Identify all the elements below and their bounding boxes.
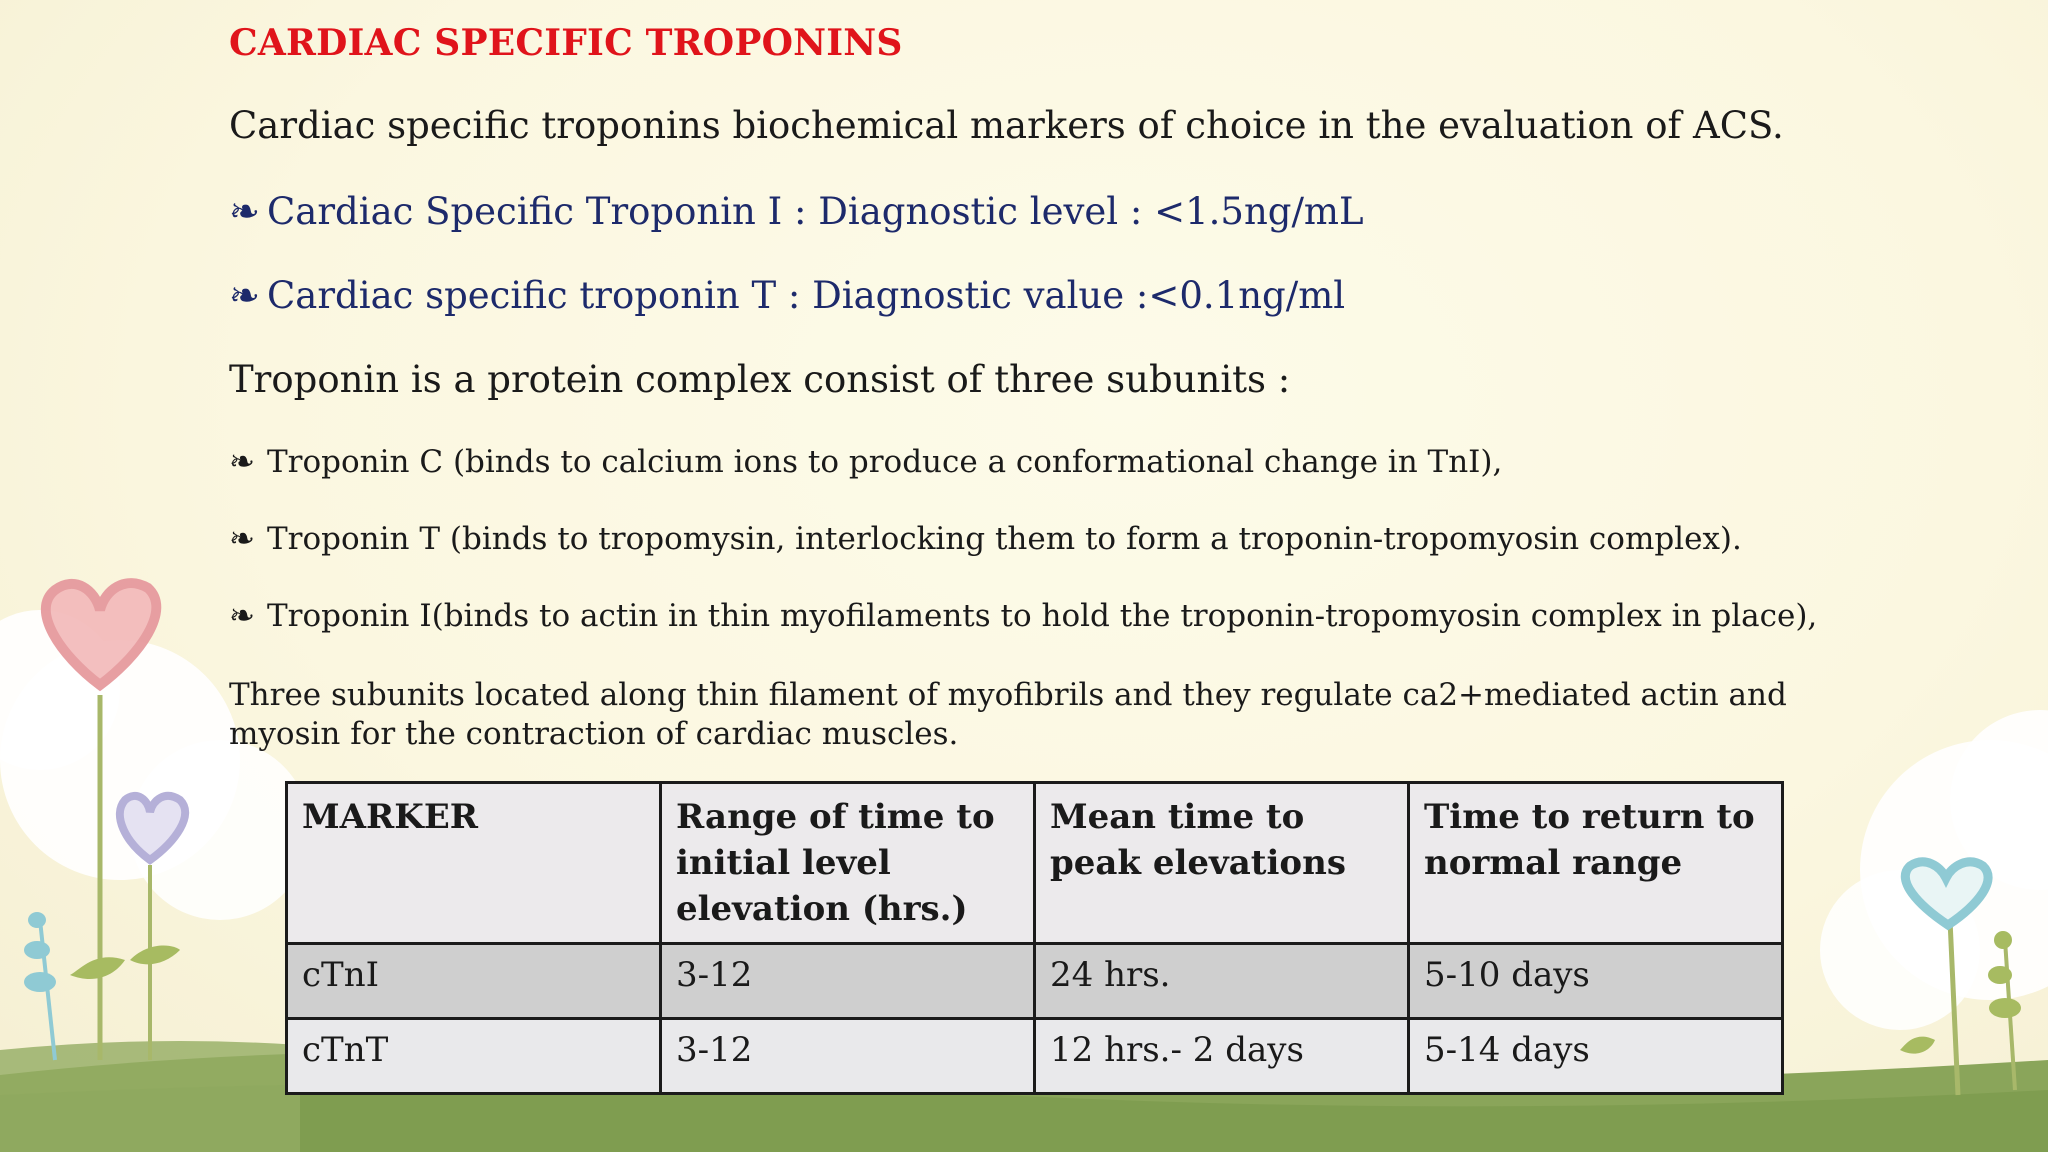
fleuron-bullet-icon: ❧ [229,598,255,634]
header-return-normal: Time to return to normal range [1409,783,1783,944]
table-cell: 24 hrs. [1035,944,1409,1019]
subunit-item-t [229,521,1742,557]
table-row [287,944,1783,1019]
table-header-row [287,783,1783,944]
marker-table [285,781,1784,1095]
header-initial-elevation: Range of time to initial level elevation (hrs.) [661,783,1035,944]
subunits-heading: Troponin is a protein complex consist of three subunits : [229,358,1291,401]
table-cell: cTnI [287,944,661,1019]
subunit-text: Troponin T (binds to tropomysin, interlocking them to form a troponin-tropomyosin complex). [267,521,1742,557]
key-bullet-text: Cardiac Specific Troponin I : Diagnostic level : <1.5ng/mL [267,190,1364,233]
key-bullet-troponin-t [229,274,1345,317]
key-bullet-troponin-i [229,190,1364,233]
table-row [287,1019,1783,1094]
fleuron-bullet-icon: ❧ [229,444,255,480]
fleuron-bullet-icon: ❧ [229,521,255,557]
key-bullet-text: Cardiac specific troponin T : Diagnostic value :<0.1ng/ml [267,274,1346,317]
table-cell: cTnT [287,1019,661,1094]
slide-title: CARDIAC SPECIFIC TROPONINS [229,22,903,64]
table-cell: 5-14 days [1409,1019,1783,1094]
table-cell: 12 hrs.- 2 days [1035,1019,1409,1094]
subunit-item-i [229,598,1817,634]
header-marker: MARKER [287,783,661,944]
subunit-text: Troponin I(binds to actin in thin myofilaments to hold the troponin-tropomyosin complex in place), [267,598,1818,634]
fleuron-bullet-icon: ❧ [229,190,261,233]
left-clouds [0,610,310,920]
subunit-text: Troponin C (binds to calcium ions to produce a conformational change in TnI), [267,444,1503,480]
lead-sentence: Cardiac specific troponins biochemical markers of choice in the evaluation of ACS. [229,104,1784,147]
summary-paragraph: Three subunits located along thin filament of myofibrils and they regulate ca2+mediated actin and myosin for the contraction of cardiac muscles. [229,677,1787,752]
table-cell: 5-10 days [1409,944,1783,1019]
fleuron-bullet-icon: ❧ [229,274,261,317]
subunit-item-c [229,444,1502,480]
table-cell: 3-12 [661,1019,1035,1094]
table-cell: 3-12 [661,944,1035,1019]
header-peak-elevation: Mean time to peak elevations [1035,783,1409,944]
